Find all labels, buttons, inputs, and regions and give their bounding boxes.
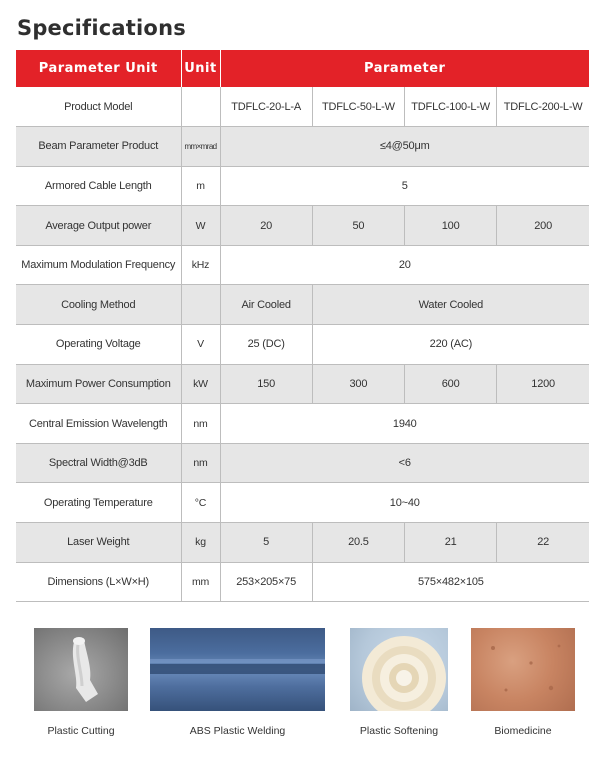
caption-plastic-cutting: Plastic Cutting <box>47 725 115 737</box>
row-label: Laser Weight <box>16 523 181 563</box>
row-label: Beam Parameter Product <box>16 127 181 167</box>
table-row <box>16 483 589 523</box>
row-label: Maximum Power Consumption <box>16 364 181 404</box>
row-label: Product Model <box>16 87 181 127</box>
table-row <box>16 404 589 444</box>
plastic-cutting-photo <box>34 628 128 711</box>
header-parameter: Parameter <box>220 50 589 87</box>
biomedicine-photo <box>471 628 575 711</box>
row-label: Operating Temperature <box>16 483 181 523</box>
row-unit: nm <box>181 404 220 444</box>
row-label: Average Output power <box>16 206 181 246</box>
row-value: TDFLC-20-L-A <box>220 87 312 127</box>
row-unit: W <box>181 206 220 246</box>
caption-biomedicine: Biomedicine <box>494 725 552 737</box>
table-row <box>16 523 589 563</box>
row-value: ≤4@50μm <box>220 127 589 167</box>
row-value: 100 <box>405 206 497 246</box>
row-value: 50 <box>312 206 404 246</box>
abs-plastic-welding-photo <box>150 628 325 711</box>
row-label: Central Emission Wavelength <box>16 404 181 444</box>
specifications-table <box>16 50 589 602</box>
row-unit: mm×mrad <box>181 127 220 167</box>
table-row <box>16 285 589 325</box>
row-value: 600 <box>405 364 497 404</box>
row-unit <box>181 87 220 127</box>
row-unit <box>181 285 220 325</box>
table-row <box>16 443 589 483</box>
row-unit: nm <box>181 443 220 483</box>
row-unit: m <box>181 166 220 206</box>
row-unit: kHz <box>181 245 220 285</box>
table-row <box>16 245 589 285</box>
row-label: Operating Voltage <box>16 325 181 365</box>
row-value: TDFLC-100-L-W <box>405 87 497 127</box>
row-value: 22 <box>497 523 589 563</box>
row-unit: kW <box>181 364 220 404</box>
row-value: <6 <box>220 443 589 483</box>
row-value: 20 <box>220 245 589 285</box>
row-value: 253×205×75 <box>220 562 312 602</box>
row-unit: °C <box>181 483 220 523</box>
table-row <box>16 562 589 602</box>
table-row <box>16 87 589 127</box>
row-value: 1940 <box>220 404 589 444</box>
row-value: 575×482×105 <box>312 562 589 602</box>
row-value: 220 (AC) <box>312 325 589 365</box>
row-value: 200 <box>497 206 589 246</box>
row-value: 21 <box>405 523 497 563</box>
table-row <box>16 364 589 404</box>
row-value: 5 <box>220 523 312 563</box>
row-value: 20 <box>220 206 312 246</box>
caption-abs-plastic-welding: ABS Plastic Welding <box>189 725 286 737</box>
row-unit: V <box>181 325 220 365</box>
plastic-softening-photo <box>350 628 448 711</box>
applications-gallery <box>0 628 594 748</box>
row-label: Armored Cable Length <box>16 166 181 206</box>
row-value: 20.5 <box>312 523 404 563</box>
table-header-row <box>16 50 589 87</box>
row-label: Maximum Modulation Frequency <box>16 245 181 285</box>
row-value: 10~40 <box>220 483 589 523</box>
page-title: Specifications <box>17 16 186 40</box>
row-value: Air Cooled <box>220 285 312 325</box>
row-value: 300 <box>312 364 404 404</box>
header-parameter-unit: Parameter Unit <box>16 50 181 87</box>
table-row <box>16 127 589 167</box>
row-label: Cooling Method <box>16 285 181 325</box>
row-label: Dimensions (L×W×H) <box>16 562 181 602</box>
row-value: 1200 <box>497 364 589 404</box>
row-unit: kg <box>181 523 220 563</box>
row-value: 5 <box>220 166 589 206</box>
row-value: Water Cooled <box>312 285 589 325</box>
row-unit: mm <box>181 562 220 602</box>
table-row <box>16 325 589 365</box>
header-unit: Unit <box>181 50 220 87</box>
row-value: TDFLC-50-L-W <box>312 87 404 127</box>
row-value: TDFLC-200-L-W <box>497 87 589 127</box>
table-row <box>16 206 589 246</box>
caption-plastic-softening: Plastic Softening <box>359 725 439 737</box>
row-label: Spectral Width@3dB <box>16 443 181 483</box>
table-row <box>16 166 589 206</box>
row-value: 150 <box>220 364 312 404</box>
row-value: 25 (DC) <box>220 325 312 365</box>
